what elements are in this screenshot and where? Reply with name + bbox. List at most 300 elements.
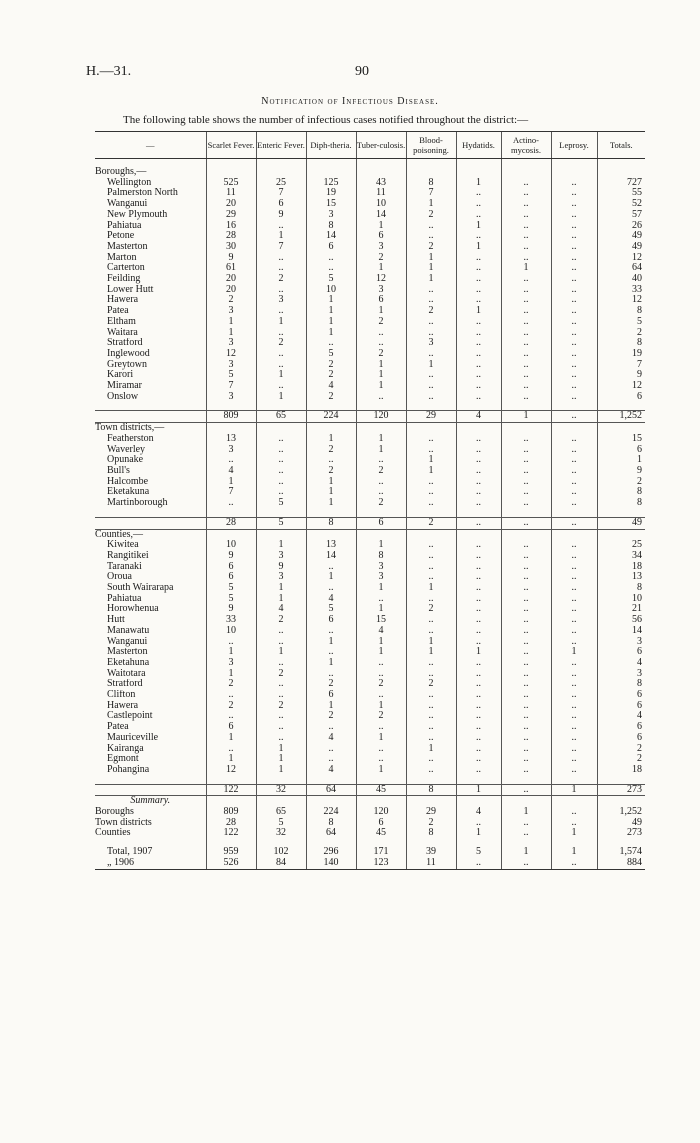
table-cell: 1 xyxy=(306,328,356,339)
table-cell: .. xyxy=(456,434,501,445)
table-cell: .. xyxy=(456,487,501,498)
spacer-cell xyxy=(456,167,501,178)
table-cell: .. xyxy=(456,701,501,712)
row-label: Stratford xyxy=(107,338,143,349)
table-cell: .. xyxy=(501,858,551,869)
table-cell: 4 xyxy=(597,658,645,669)
table-cell: 1 xyxy=(306,658,356,669)
table-cell: 6 xyxy=(597,722,645,733)
column-header: — xyxy=(95,132,206,159)
table-cell: 2 xyxy=(256,615,306,626)
infectious-disease-table-container xyxy=(95,131,645,870)
table-cell: .. xyxy=(406,498,456,509)
table-cell: 1 xyxy=(456,828,501,839)
subtotal-cell: 224 xyxy=(306,411,356,423)
table-cell: 7 xyxy=(206,487,256,498)
table-cell: 120 xyxy=(356,807,406,818)
table-cell: 3 xyxy=(206,392,256,403)
table-cell: 3 xyxy=(597,637,645,648)
table-cell: 2 xyxy=(306,445,356,456)
table-cell: 52 xyxy=(597,199,645,210)
table-row xyxy=(95,754,645,765)
table-cell: .. xyxy=(456,381,501,392)
table-cell: 10 xyxy=(597,594,645,605)
table-cell: .. xyxy=(456,711,501,722)
table-row xyxy=(95,807,645,818)
spacer-cell xyxy=(206,509,256,518)
row-label: Onslow xyxy=(107,391,139,402)
table-cell: 1 xyxy=(356,381,406,392)
table-cell: .. xyxy=(456,338,501,349)
subtotal-row xyxy=(95,784,645,796)
table-cell: 1,252 xyxy=(597,807,645,818)
table-cell: 6 xyxy=(597,647,645,658)
table-cell: .. xyxy=(501,274,551,285)
row-label: Waverley xyxy=(107,444,146,455)
table-cell: .. xyxy=(406,572,456,583)
spacer-cell xyxy=(306,839,356,847)
row-label: Hawera xyxy=(107,295,139,306)
table-cell: .. xyxy=(306,722,356,733)
table-cell: .. xyxy=(501,477,551,488)
table-cell: .. xyxy=(406,711,456,722)
section-heading: Summary. xyxy=(130,795,171,807)
spacer-cell xyxy=(256,509,306,518)
spacer-cell xyxy=(406,529,456,540)
table-cell: 8 xyxy=(597,338,645,349)
table-cell: 6 xyxy=(356,818,406,829)
table-cell: 2 xyxy=(356,679,406,690)
table-cell: .. xyxy=(356,594,406,605)
table-cell: .. xyxy=(551,199,597,210)
table-cell: 3 xyxy=(206,306,256,317)
table-row xyxy=(95,455,645,466)
subtotal-row xyxy=(95,517,645,529)
row-label: Patea xyxy=(107,722,129,733)
row-label: Pahiatua xyxy=(107,220,142,231)
table-cell: .. xyxy=(501,231,551,242)
subtotal-cell: .. xyxy=(456,517,501,529)
table-cell: 1 xyxy=(206,669,256,680)
table-cell: .. xyxy=(456,858,501,869)
table-cell: 8 xyxy=(406,828,456,839)
table-cell: 1 xyxy=(306,637,356,648)
table-cell: 25 xyxy=(256,178,306,189)
spacer-cell xyxy=(551,402,597,411)
table-cell: 6 xyxy=(206,722,256,733)
table-cell: .. xyxy=(501,818,551,829)
table-cell: .. xyxy=(501,392,551,403)
spacer-cell xyxy=(356,839,406,847)
table-cell: .. xyxy=(551,722,597,733)
spacer-cell xyxy=(256,776,306,785)
table-cell: .. xyxy=(356,392,406,403)
subtotal-cell: .. xyxy=(551,411,597,423)
table-row xyxy=(95,338,645,349)
table-cell: .. xyxy=(406,754,456,765)
row-label: Eketakuna xyxy=(107,487,150,498)
table-cell: .. xyxy=(406,295,456,306)
subtotal-cell: 809 xyxy=(206,411,256,423)
table-cell: 4 xyxy=(306,733,356,744)
table-cell: 6 xyxy=(206,572,256,583)
page-number: 90 xyxy=(355,64,369,79)
table-cell: 9 xyxy=(597,466,645,477)
table-cell: .. xyxy=(256,466,306,477)
spacer-cell xyxy=(456,159,501,168)
table-cell: 525 xyxy=(206,178,256,189)
table-cell: 5 xyxy=(206,583,256,594)
table-cell: 1 xyxy=(306,487,356,498)
table-cell: 1 xyxy=(256,540,306,551)
table-row xyxy=(95,858,645,869)
table-cell: .. xyxy=(551,583,597,594)
table-cell: .. xyxy=(551,594,597,605)
table-cell: 4 xyxy=(306,594,356,605)
table-row xyxy=(95,551,645,562)
table-cell: 2 xyxy=(597,754,645,765)
table-cell: .. xyxy=(551,445,597,456)
table-cell: 5 xyxy=(597,317,645,328)
infectious-disease-table xyxy=(95,131,645,870)
table-cell: .. xyxy=(551,477,597,488)
table-cell: .. xyxy=(551,285,597,296)
table-cell: 12 xyxy=(206,349,256,360)
table-cell: 1 xyxy=(356,445,406,456)
table-cell: .. xyxy=(256,722,306,733)
table-cell: .. xyxy=(456,392,501,403)
table-row xyxy=(95,487,645,498)
table-cell: 55 xyxy=(597,188,645,199)
table-cell: .. xyxy=(456,669,501,680)
table-cell: .. xyxy=(306,744,356,755)
table-cell: 1 xyxy=(306,306,356,317)
table-cell: 1 xyxy=(501,807,551,818)
table-cell: 1 xyxy=(597,455,645,466)
table-cell: .. xyxy=(406,615,456,626)
table-cell: 49 xyxy=(597,818,645,829)
row-label: Hawera xyxy=(107,700,139,711)
section-heading: Counties,— xyxy=(95,529,144,540)
row-label: Wellington xyxy=(107,177,152,188)
table-cell: 1 xyxy=(256,754,306,765)
table-cell: .. xyxy=(456,551,501,562)
table-cell: 2 xyxy=(406,818,456,829)
row-label: Oroua xyxy=(107,572,132,583)
table-cell: 2 xyxy=(406,679,456,690)
table-cell: 14 xyxy=(597,626,645,637)
table-cell: 2 xyxy=(406,306,456,317)
table-cell: .. xyxy=(406,722,456,733)
table-cell: 3 xyxy=(206,338,256,349)
spacer-cell xyxy=(406,839,456,847)
table-cell: .. xyxy=(551,679,597,690)
spacer-row xyxy=(95,776,645,785)
table-cell: .. xyxy=(406,328,456,339)
table-cell: .. xyxy=(551,807,597,818)
table-cell: 1 xyxy=(356,434,406,445)
table-cell: 6 xyxy=(256,199,306,210)
table-cell: .. xyxy=(406,690,456,701)
table-cell: .. xyxy=(406,562,456,573)
table-cell: 7 xyxy=(256,188,306,199)
table-cell: 1 xyxy=(306,477,356,488)
table-cell: 65 xyxy=(256,807,306,818)
table-cell: .. xyxy=(551,381,597,392)
table-cell: 21 xyxy=(597,604,645,615)
table-cell: .. xyxy=(456,733,501,744)
table-cell: .. xyxy=(356,455,406,466)
table-row xyxy=(95,594,645,605)
table-row xyxy=(95,360,645,371)
table-cell: 8 xyxy=(597,306,645,317)
spacer-cell xyxy=(501,402,551,411)
spacer-cell xyxy=(356,796,406,807)
table-cell: .. xyxy=(306,263,356,274)
row-label: Pahiatua xyxy=(107,593,142,604)
row-label: Horowhenua xyxy=(107,604,159,615)
table-cell: 526 xyxy=(206,858,256,869)
table-cell: 33 xyxy=(206,615,256,626)
spacer-cell xyxy=(456,776,501,785)
subtotal-cell: 1 xyxy=(501,411,551,423)
subtotal-cell: .. xyxy=(551,517,597,529)
table-cell: 1 xyxy=(406,583,456,594)
table-cell: 6 xyxy=(597,445,645,456)
table-cell: 6 xyxy=(306,242,356,253)
table-cell: 1 xyxy=(256,583,306,594)
row-label: New Plymouth xyxy=(107,209,168,220)
column-header: Blood-poisoning. xyxy=(406,132,456,159)
table-row xyxy=(95,188,645,199)
table-cell: .. xyxy=(551,210,597,221)
table-cell: .. xyxy=(551,711,597,722)
row-label: Clifton xyxy=(107,690,136,701)
table-cell: 8 xyxy=(306,818,356,829)
table-cell: 2 xyxy=(306,679,356,690)
table-cell: 14 xyxy=(356,210,406,221)
spacer-cell xyxy=(356,159,406,168)
spacer-cell xyxy=(206,529,256,540)
table-cell: .. xyxy=(456,679,501,690)
table-cell: .. xyxy=(551,765,597,776)
table-cell: .. xyxy=(256,306,306,317)
table-cell: .. xyxy=(306,338,356,349)
table-cell: .. xyxy=(406,477,456,488)
spacer-cell xyxy=(551,796,597,807)
table-cell: .. xyxy=(456,615,501,626)
spacer-cell xyxy=(406,509,456,518)
spacer-cell xyxy=(597,776,645,785)
table-cell: .. xyxy=(456,594,501,605)
table-cell: .. xyxy=(356,487,406,498)
table-cell: 1 xyxy=(356,647,406,658)
table-cell: 11 xyxy=(356,188,406,199)
table-cell: .. xyxy=(501,551,551,562)
table-cell: .. xyxy=(406,765,456,776)
table-cell: .. xyxy=(551,306,597,317)
table-cell: 102 xyxy=(256,847,306,858)
table-cell: .. xyxy=(256,679,306,690)
table-cell: 1 xyxy=(406,253,456,264)
table-cell: .. xyxy=(406,285,456,296)
spacer-cell xyxy=(356,509,406,518)
table-cell: 171 xyxy=(356,847,406,858)
spacer-cell xyxy=(306,509,356,518)
table-cell: 13 xyxy=(306,540,356,551)
table-cell: .. xyxy=(551,744,597,755)
spacer-cell xyxy=(256,529,306,540)
table-row xyxy=(95,285,645,296)
spacer-cell xyxy=(306,167,356,178)
spacer-cell xyxy=(551,509,597,518)
table-cell: .. xyxy=(456,658,501,669)
table-cell: 15 xyxy=(597,434,645,445)
spacer-cell xyxy=(95,839,206,847)
table-cell: .. xyxy=(551,295,597,306)
table-cell: .. xyxy=(501,572,551,583)
table-cell: .. xyxy=(501,285,551,296)
table-cell: 2 xyxy=(256,274,306,285)
table-cell: 64 xyxy=(306,828,356,839)
table-cell: 32 xyxy=(256,828,306,839)
row-label: Pohangina xyxy=(107,764,150,775)
table-cell: .. xyxy=(551,858,597,869)
table-cell: .. xyxy=(456,328,501,339)
row-label: Waitara xyxy=(107,327,138,338)
spacer-cell xyxy=(456,509,501,518)
table-cell: .. xyxy=(501,434,551,445)
table-cell: .. xyxy=(551,392,597,403)
table-cell: .. xyxy=(501,349,551,360)
table-cell: .. xyxy=(356,328,406,339)
row-label: Martinborough xyxy=(107,498,168,509)
row-label: Counties xyxy=(95,828,131,839)
spacer-cell xyxy=(406,402,456,411)
table-cell: 1 xyxy=(306,295,356,306)
table-cell: 9 xyxy=(256,210,306,221)
table-cell: .. xyxy=(551,360,597,371)
table-cell: .. xyxy=(551,604,597,615)
table-header-row xyxy=(95,132,645,159)
table-cell: 7 xyxy=(597,360,645,371)
spacer-cell xyxy=(597,509,645,518)
row-label: Kiwitea xyxy=(107,540,139,551)
table-cell: .. xyxy=(406,594,456,605)
table-cell: 33 xyxy=(597,285,645,296)
table-cell: 809 xyxy=(206,807,256,818)
table-cell: 1 xyxy=(306,434,356,445)
table-cell: .. xyxy=(501,487,551,498)
table-cell: 1 xyxy=(406,263,456,274)
table-cell: 8 xyxy=(306,221,356,232)
row-label: Feilding xyxy=(107,274,141,285)
spacer-cell xyxy=(356,167,406,178)
table-cell: .. xyxy=(406,551,456,562)
row-label: Total, 1907 xyxy=(107,847,153,858)
spacer-cell xyxy=(501,796,551,807)
table-cell: 1 xyxy=(456,178,501,189)
table-cell: 1 xyxy=(356,583,406,594)
table-cell: 12 xyxy=(597,295,645,306)
table-cell: .. xyxy=(456,626,501,637)
table-cell: .. xyxy=(551,242,597,253)
table-cell: 10 xyxy=(356,199,406,210)
table-cell: 1 xyxy=(551,647,597,658)
table-cell: 5 xyxy=(456,847,501,858)
table-cell: 20 xyxy=(206,274,256,285)
table-cell: .. xyxy=(551,669,597,680)
table-cell: 2 xyxy=(356,317,406,328)
table-row xyxy=(95,647,645,658)
table-cell: 2 xyxy=(256,338,306,349)
table-cell: .. xyxy=(501,360,551,371)
spacer-row xyxy=(95,509,645,518)
table-cell: .. xyxy=(501,455,551,466)
table-cell: 56 xyxy=(597,615,645,626)
table-cell: 9 xyxy=(206,253,256,264)
table-cell: 4 xyxy=(306,381,356,392)
spacer-cell xyxy=(406,776,456,785)
table-cell: 64 xyxy=(597,263,645,274)
table-cell: 1 xyxy=(406,360,456,371)
table-cell: .. xyxy=(256,477,306,488)
table-cell: 1 xyxy=(456,647,501,658)
spacer-cell xyxy=(406,423,456,434)
table-cell: .. xyxy=(356,658,406,669)
spacer-cell xyxy=(456,529,501,540)
subtotal-cell: 122 xyxy=(206,784,256,796)
table-row xyxy=(95,295,645,306)
table-cell: 4 xyxy=(456,807,501,818)
table-cell: 140 xyxy=(306,858,356,869)
row-label: Masterton xyxy=(107,647,148,658)
table-cell: .. xyxy=(356,338,406,349)
section-heading-row xyxy=(95,167,645,178)
row-label: Wanganui xyxy=(107,636,148,647)
table-cell: 1,574 xyxy=(597,847,645,858)
column-header: Hydatids. xyxy=(456,132,501,159)
table-cell: 125 xyxy=(306,178,356,189)
table-cell: 1 xyxy=(356,637,406,648)
table-cell: .. xyxy=(501,306,551,317)
table-cell: .. xyxy=(406,701,456,712)
row-label: Castlepoint xyxy=(107,711,153,722)
table-cell: 3 xyxy=(256,572,306,583)
table-cell: .. xyxy=(551,455,597,466)
table-cell: 2 xyxy=(306,370,356,381)
table-cell: 1 xyxy=(306,498,356,509)
table-row xyxy=(95,477,645,488)
table-cell: .. xyxy=(551,370,597,381)
table-cell: .. xyxy=(206,498,256,509)
subtotal-cell: 45 xyxy=(356,784,406,796)
table-cell: .. xyxy=(256,658,306,669)
intro-text: The following table shows the number of infectious cases notified throughout the district:— xyxy=(123,114,529,126)
subtotal-cell: 120 xyxy=(356,411,406,423)
table-cell: 1 xyxy=(356,733,406,744)
table-cell: 4 xyxy=(256,604,306,615)
section-heading: Town districts,— xyxy=(95,422,165,434)
table-cell: 3 xyxy=(406,338,456,349)
column-header: Actino-mycosis. xyxy=(501,132,551,159)
table-cell: 2 xyxy=(597,744,645,755)
table-cell: .. xyxy=(456,562,501,573)
table-row xyxy=(95,370,645,381)
table-cell: .. xyxy=(356,754,406,765)
spacer-cell xyxy=(501,423,551,434)
table-cell: .. xyxy=(551,733,597,744)
